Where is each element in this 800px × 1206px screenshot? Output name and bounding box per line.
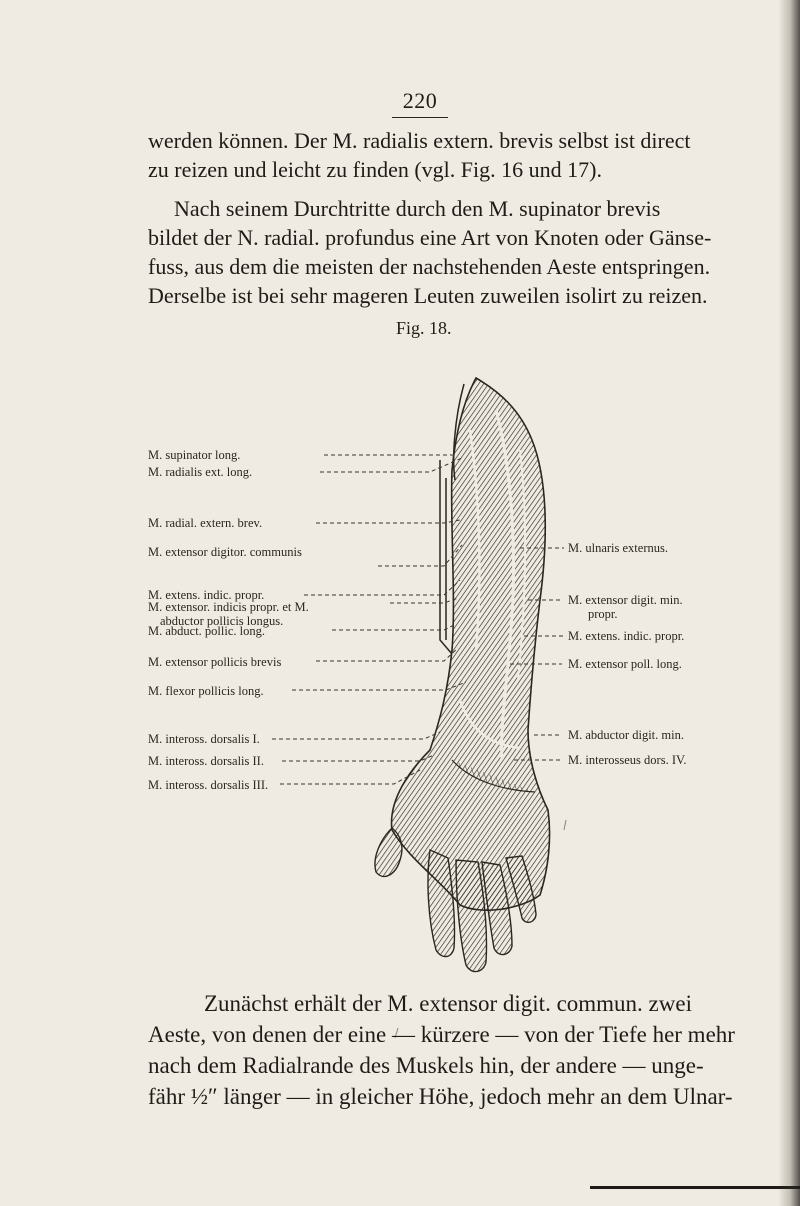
paragraph-line: Derselbe ist bei sehr mageren Leuten zuweilen isolirt zu reizen. [148,283,708,308]
paragraph-line: zu reizen und leicht zu finden (vgl. Fig. 16 und 17). [148,157,602,182]
paragraph-line: Aeste, von denen der eine — kürzere — von der Tiefe her mehr [148,1022,735,1047]
label-extens-indic-propr-right: M. extens. indic. propr. [568,629,685,643]
page-number: 220 [402,88,438,113]
label-supinator-long: M. supinator long. [148,448,241,462]
paragraph-line: nach dem Radialrande des Muskels hin, der andere — unge- [148,1053,704,1078]
label-extensor-digit-min [568,593,683,621]
label-radial-extern-brev: M. radial. extern. brev. [148,516,263,530]
label-subtext: abductor pollicis longus. [160,614,284,628]
paragraph-line: fuss, aus dem die meisten der nachstehenden Aeste entspringen. [148,254,711,279]
bottom-rule [590,1186,800,1189]
page-edge-shadow [778,0,800,1206]
label-abductor-digit-min: M. abductor digit. min. [568,728,684,742]
figure-caption: Fig. 18. [396,318,452,338]
label-extensor-digitor-communis: M. extensor digitor. communis [148,545,302,559]
paragraph-line: fähr ½″ länger — in gleicher Höhe, jedoch mehr an dem Ulnar- [148,1084,733,1109]
label-inteross-dorsalis-1: M. inteross. dorsalis I. [148,732,260,746]
forearm-drawing [392,378,550,910]
label-interosseus-dors-4: M. interosseus dors. IV. [568,753,687,767]
paragraph-line: bildet der N. radial. profundus eine Art von Knoten oder Gänse- [148,225,712,250]
label-flexor-pollicis-long: M. flexor pollicis long. [148,684,264,698]
label-inteross-dorsalis-3: M. inteross. dorsalis III. [148,778,269,792]
label-abduct-pollic-long: M. abduct. pollic. long. [148,624,265,638]
label-ulnaris-externus: M. ulnaris externus. [568,541,668,555]
paragraph-line: Zunächst erhält der M. extensor digit. commun. zwei [204,991,692,1016]
label-subtext: propr. [588,607,618,621]
label-inteross-dorsalis-2: M. inteross. dorsalis II. [148,754,264,768]
paragraph-line: werden können. Der M. radialis extern. brevis selbst ist direct [148,128,691,153]
label-extensor-poll-long: M. extensor poll. long. [568,657,682,671]
label-radialis-ext-long: M. radialis ext. long. [148,465,253,479]
label-text: M. extensor. indicis propr. et M. [148,600,309,614]
label-text: M. extensor digit. min. [568,593,683,607]
paragraph-line: Nach seinem Durchtritte durch den M. supinator brevis [174,196,661,221]
label-extensor-pollicis-brevis: M. extensor pollicis brevis [148,655,282,669]
label-extens-indic-propr: M. extens. indic. propr. [148,588,265,602]
paragraph-3 [148,988,738,1112]
